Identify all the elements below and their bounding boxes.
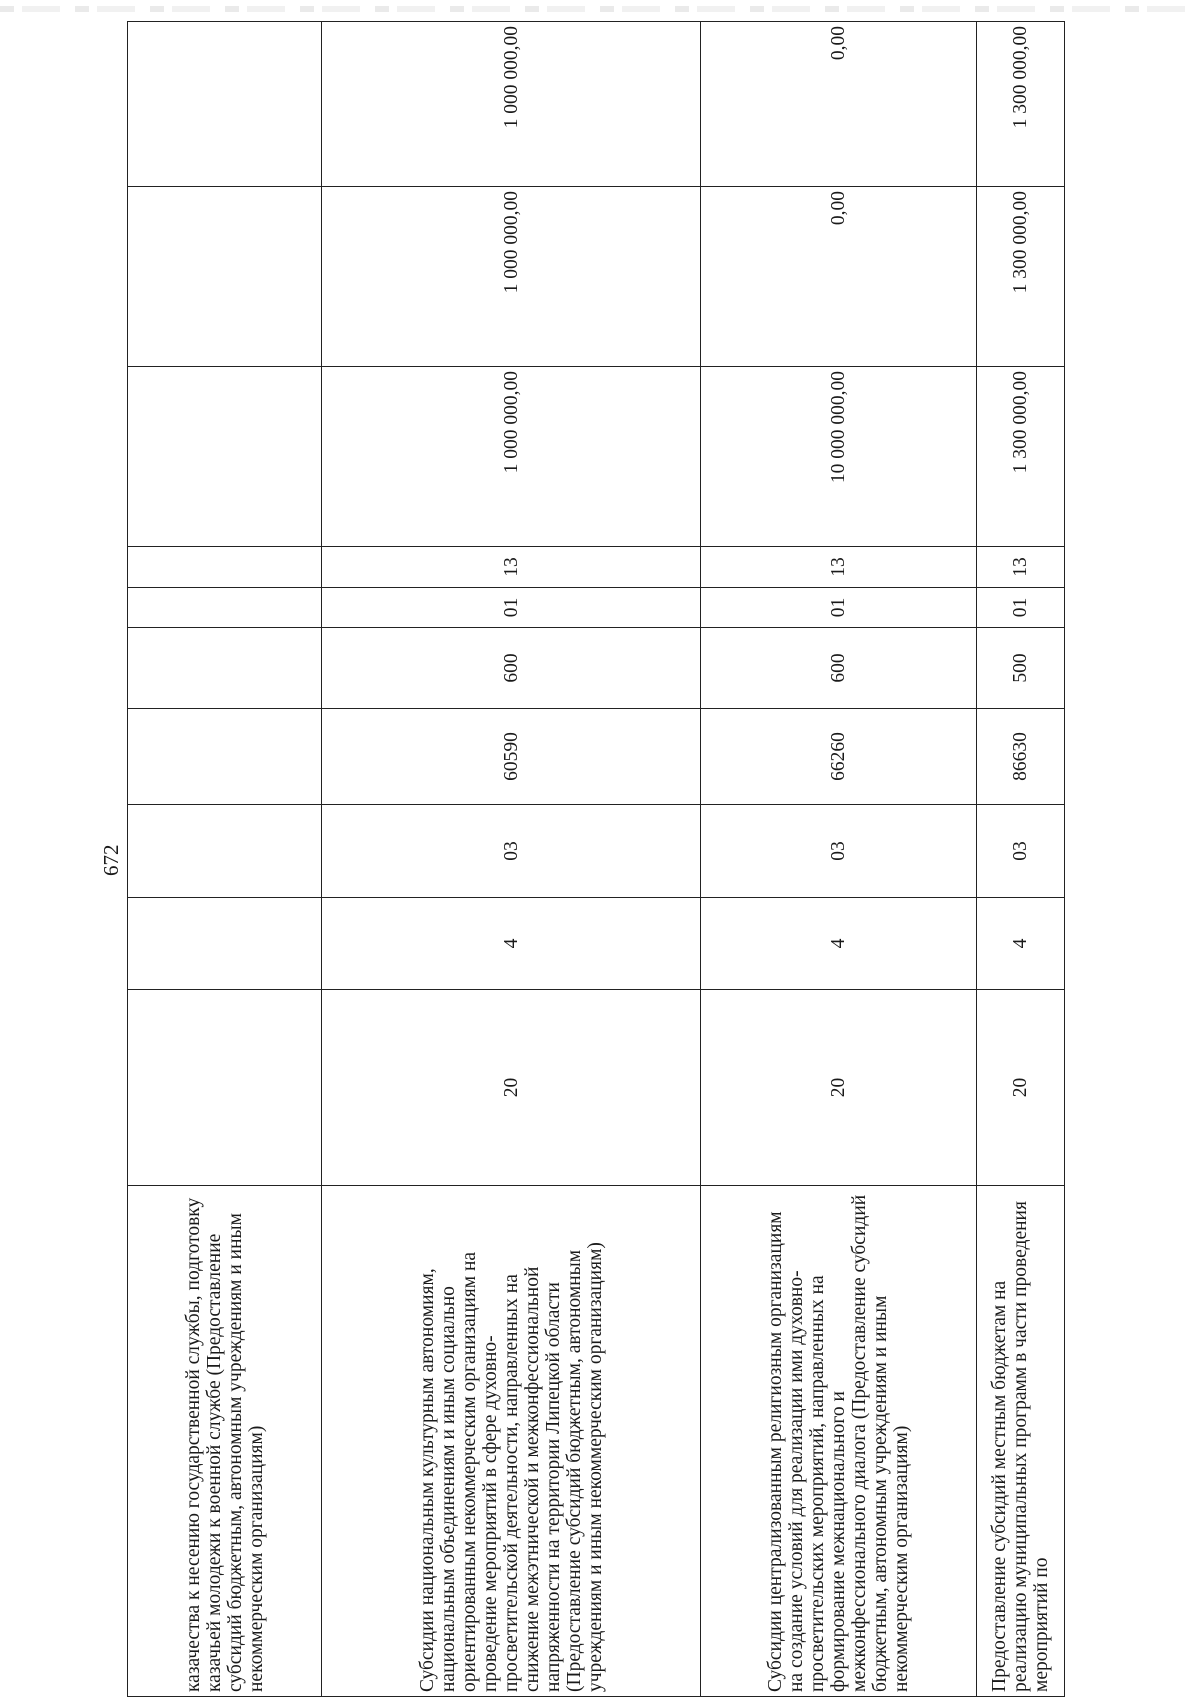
section-code: 01 — [701, 588, 977, 628]
amount-year-2: 0,00 — [701, 187, 977, 367]
budget-table — [127, 21, 1065, 1697]
amount-year-3: 1 000 000,00 — [322, 22, 701, 187]
expense-type-code: 500 — [977, 628, 1065, 709]
main-event-code: 03 — [977, 805, 1065, 898]
amount-year-1: 10 000 000,00 — [701, 367, 977, 547]
amount-year-1 — [128, 367, 322, 547]
expense-type-code: 600 — [322, 628, 701, 709]
row-description: Субсидии национальным культурным автономиям, национальным объединениям и иным социально ориентированным некоммерческим организациям на проведение мероприятий в сфере духовно-просветительской деятельности, направленных на снижение межэтнической и межконфессиональной напряженности на территории Липецкой области (Предоставление субсидий бюджетным, автономным учреждениям и иным некоммерческим организациям) — [322, 1186, 701, 1697]
table-row — [977, 22, 1065, 1697]
subsection-code: 13 — [977, 547, 1065, 588]
section-code: 01 — [977, 588, 1065, 628]
amount-year-2: 1 000 000,00 — [322, 187, 701, 367]
subprogram-code: 4 — [701, 898, 977, 990]
subsection-code — [128, 547, 322, 588]
subprogram-code: 4 — [977, 898, 1065, 990]
main-event-code: 03 — [701, 805, 977, 898]
table-row — [322, 22, 701, 1697]
expense-type-code — [128, 628, 322, 709]
rotated-page-content — [127, 26, 1064, 1697]
amount-year-1: 1 000 000,00 — [322, 367, 701, 547]
scan-artifact-line — [0, 6, 1200, 12]
amount-year-3 — [128, 22, 322, 187]
program-code: 20 — [977, 990, 1065, 1186]
direction-code: 60590 — [322, 709, 701, 805]
section-code: 01 — [322, 588, 701, 628]
program-code: 20 — [322, 990, 701, 1186]
row-description: Субсидии централизованным религиозным организациям на создание условий для реализации ими духовно-просветительских мероприятий, направленных на формирование межнационального и межконфессионального диалога (Предоставление субсидий бюджетным, автономным учреждениям и иным некоммерческим организациям) — [701, 1186, 977, 1697]
program-code — [128, 990, 322, 1186]
subprogram-code: 4 — [322, 898, 701, 990]
main-event-code — [128, 805, 322, 898]
amount-year-3: 1 300 000,00 — [977, 22, 1065, 187]
direction-code: 66260 — [701, 709, 977, 805]
section-code — [128, 588, 322, 628]
amount-year-2: 1 300 000,00 — [977, 187, 1065, 367]
direction-code — [128, 709, 322, 805]
amount-year-3: 0,00 — [701, 22, 977, 187]
expense-type-code: 600 — [701, 628, 977, 709]
main-event-code: 03 — [322, 805, 701, 898]
table-row — [701, 22, 977, 1697]
amount-year-2 — [128, 187, 322, 367]
page-number: 672 — [99, 844, 123, 876]
row-description: казачества к несению государственной службы, подготовку казачьей молодежи к военной службе (Предоставление субсидий бюджетным, автономным учреждениям и иным некоммерческим организациям) — [128, 1186, 322, 1697]
program-code: 20 — [701, 990, 977, 1186]
subsection-code: 13 — [322, 547, 701, 588]
amount-year-1: 1 300 000,00 — [977, 367, 1065, 547]
subprogram-code — [128, 898, 322, 990]
row-description: Предоставление субсидий местным бюджетам на реализацию муниципальных программ в части проведения мероприятий по — [977, 1186, 1065, 1697]
table-row — [128, 22, 322, 1697]
direction-code: 86630 — [977, 709, 1065, 805]
subsection-code: 13 — [701, 547, 977, 588]
